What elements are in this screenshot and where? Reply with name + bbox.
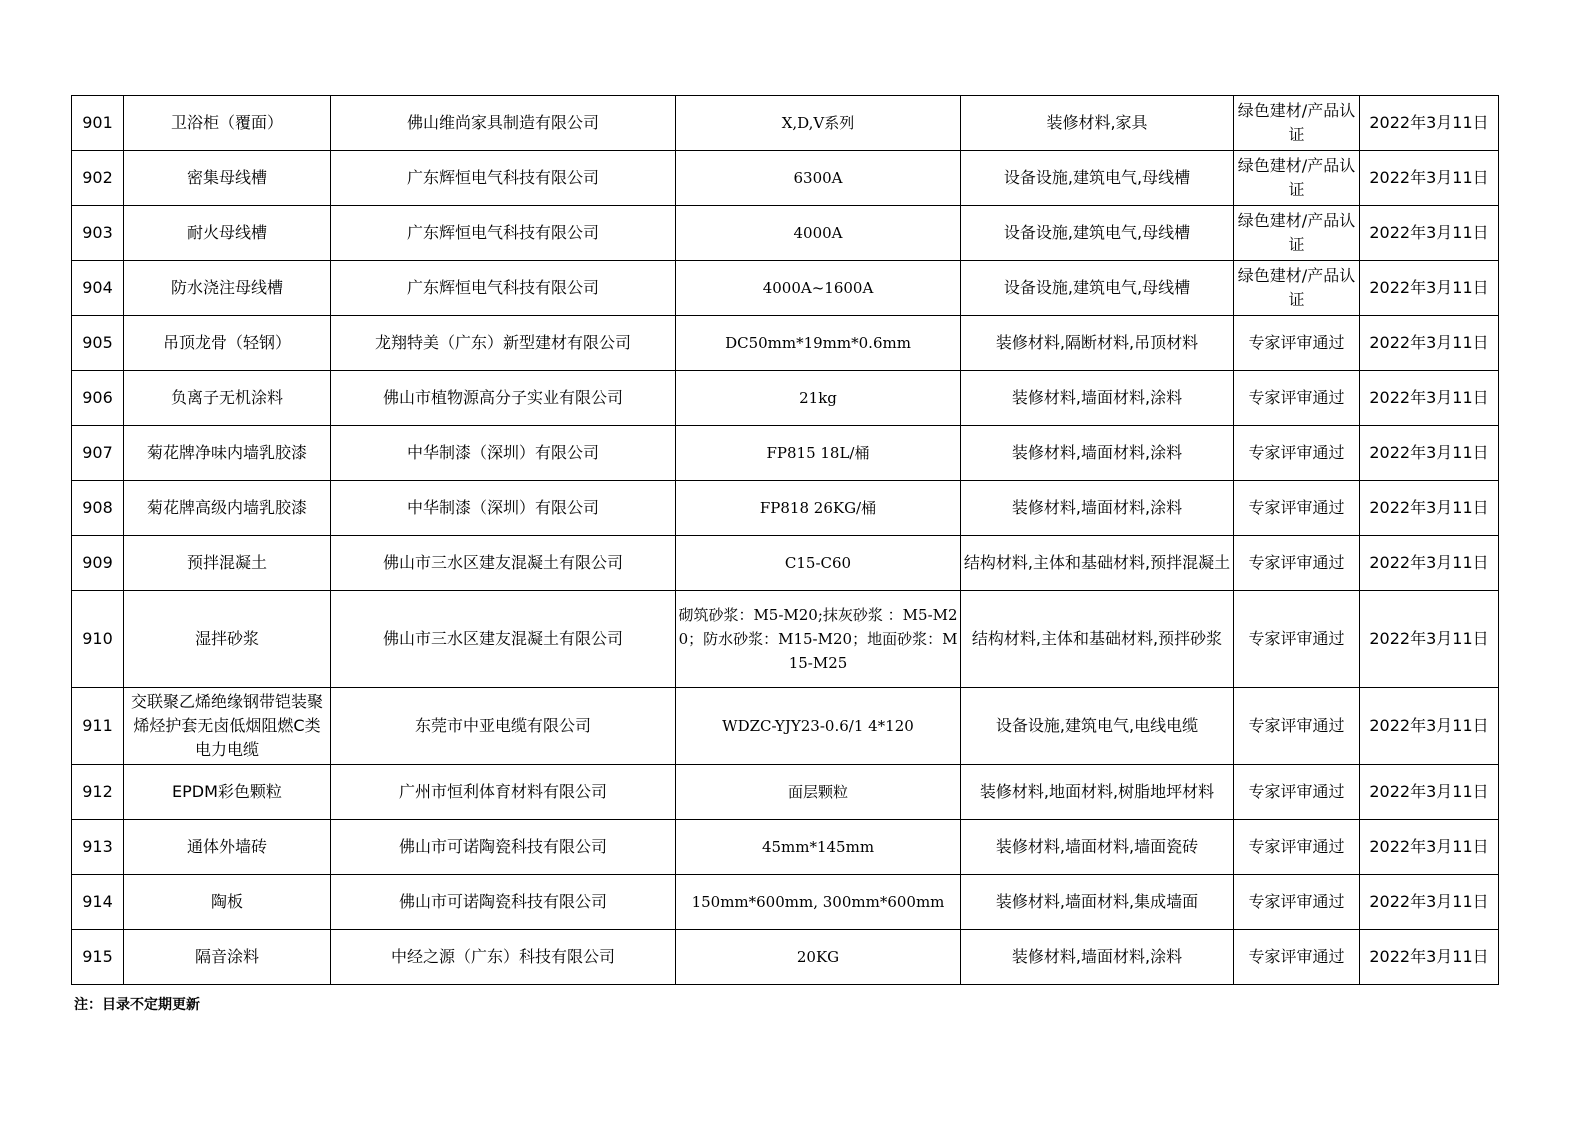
- product-name: EPDM彩色颗粒: [124, 765, 331, 820]
- date: 2022年3月11日: [1360, 96, 1499, 151]
- date: 2022年3月11日: [1360, 151, 1499, 206]
- row-number: 904: [72, 261, 124, 316]
- product-spec: FP815 18L/桶: [676, 426, 961, 481]
- product-category: 装修材料,墙面材料,涂料: [961, 930, 1234, 985]
- company-name: 东莞市中亚电缆有限公司: [331, 688, 676, 765]
- product-spec: FP818 26KG/桶: [676, 481, 961, 536]
- table-row: [72, 206, 1499, 261]
- certification: 专家评审通过: [1234, 875, 1360, 930]
- row-number: 909: [72, 536, 124, 591]
- catalog-table: [71, 95, 1499, 985]
- table-row: [72, 875, 1499, 930]
- date: 2022年3月11日: [1360, 930, 1499, 985]
- company-name: 中经之源（广东）科技有限公司: [331, 930, 676, 985]
- product-category: 装修材料,地面材料,树脂地坪材料: [961, 765, 1234, 820]
- product-name: 菊花牌净味内墙乳胶漆: [124, 426, 331, 481]
- product-spec: 4000A: [676, 206, 961, 261]
- date: 2022年3月11日: [1360, 261, 1499, 316]
- date: 2022年3月11日: [1360, 481, 1499, 536]
- company-name: 佛山市可诺陶瓷科技有限公司: [331, 875, 676, 930]
- certification: 专家评审通过: [1234, 316, 1360, 371]
- certification: 专家评审通过: [1234, 688, 1360, 765]
- date: 2022年3月11日: [1360, 426, 1499, 481]
- certification: 专家评审通过: [1234, 426, 1360, 481]
- table-row: [72, 930, 1499, 985]
- certification: 专家评审通过: [1234, 536, 1360, 591]
- table-row: [72, 316, 1499, 371]
- product-name: 负离子无机涂料: [124, 371, 331, 426]
- company-name: 佛山市可诺陶瓷科技有限公司: [331, 820, 676, 875]
- table-row: [72, 591, 1499, 688]
- date: 2022年3月11日: [1360, 765, 1499, 820]
- company-name: 广东辉恒电气科技有限公司: [331, 151, 676, 206]
- row-number: 902: [72, 151, 124, 206]
- product-name: 防水浇注母线槽: [124, 261, 331, 316]
- product-spec: WDZC-YJY23-0.6/1 4*120: [676, 688, 961, 765]
- certification: 专家评审通过: [1234, 820, 1360, 875]
- product-name: 隔音涂料: [124, 930, 331, 985]
- company-name: 佛山市植物源高分子实业有限公司: [331, 371, 676, 426]
- product-name: 预拌混凝土: [124, 536, 331, 591]
- product-category: 设备设施,建筑电气,母线槽: [961, 206, 1234, 261]
- row-number: 915: [72, 930, 124, 985]
- date: 2022年3月11日: [1360, 688, 1499, 765]
- product-name: 交联聚乙烯绝缘钢带铠装聚烯烃护套无卤低烟阻燃C类电力电缆: [124, 688, 331, 765]
- product-name: 通体外墙砖: [124, 820, 331, 875]
- product-name: 陶板: [124, 875, 331, 930]
- company-name: 广州市恒利体育材料有限公司: [331, 765, 676, 820]
- row-number: 903: [72, 206, 124, 261]
- product-spec: C15-C60: [676, 536, 961, 591]
- row-number: 911: [72, 688, 124, 765]
- product-spec: 6300A: [676, 151, 961, 206]
- certification: 绿色建材/产品认证: [1234, 261, 1360, 316]
- product-name: 密集母线槽: [124, 151, 331, 206]
- product-category: 装修材料,墙面材料,涂料: [961, 371, 1234, 426]
- row-number: 912: [72, 765, 124, 820]
- table-row: [72, 371, 1499, 426]
- product-spec: 砌筑砂浆：M5-M20;抹灰砂浆 ：M5-M20；防水砂浆：M15-M20；地面砂浆：M15-M25: [676, 591, 961, 688]
- table-row: [72, 261, 1499, 316]
- product-category: 设备设施,建筑电气,母线槽: [961, 261, 1234, 316]
- company-name: 广东辉恒电气科技有限公司: [331, 206, 676, 261]
- company-name: 龙翔特美（广东）新型建材有限公司: [331, 316, 676, 371]
- company-name: 佛山市三水区建友混凝土有限公司: [331, 536, 676, 591]
- product-category: 结构材料,主体和基础材料,预拌砂浆: [961, 591, 1234, 688]
- product-spec: 150mm*600mm, 300mm*600mm: [676, 875, 961, 930]
- table-row: [72, 536, 1499, 591]
- product-name: 菊花牌高级内墙乳胶漆: [124, 481, 331, 536]
- table-row: [72, 820, 1499, 875]
- product-category: 设备设施,建筑电气,母线槽: [961, 151, 1234, 206]
- table-row: [72, 96, 1499, 151]
- product-spec: 面层颗粒: [676, 765, 961, 820]
- date: 2022年3月11日: [1360, 206, 1499, 261]
- product-category: 装修材料,隔断材料,吊顶材料: [961, 316, 1234, 371]
- row-number: 901: [72, 96, 124, 151]
- product-category: 设备设施,建筑电气,电线电缆: [961, 688, 1234, 765]
- table-row: [72, 151, 1499, 206]
- product-category: 装修材料,墙面材料,墙面瓷砖: [961, 820, 1234, 875]
- product-spec: 45mm*145mm: [676, 820, 961, 875]
- product-name: 耐火母线槽: [124, 206, 331, 261]
- row-number: 907: [72, 426, 124, 481]
- product-category: 装修材料,家具: [961, 96, 1234, 151]
- company-name: 中华制漆（深圳）有限公司: [331, 426, 676, 481]
- date: 2022年3月11日: [1360, 536, 1499, 591]
- certification: 绿色建材/产品认证: [1234, 206, 1360, 261]
- product-name: 湿拌砂浆: [124, 591, 331, 688]
- date: 2022年3月11日: [1360, 371, 1499, 426]
- company-name: 中华制漆（深圳）有限公司: [331, 481, 676, 536]
- certification: 专家评审通过: [1234, 930, 1360, 985]
- row-number: 905: [72, 316, 124, 371]
- company-name: 佛山市三水区建友混凝土有限公司: [331, 591, 676, 688]
- certification: 绿色建材/产品认证: [1234, 151, 1360, 206]
- certification: 专家评审通过: [1234, 765, 1360, 820]
- certification: 专家评审通过: [1234, 591, 1360, 688]
- product-name: 卫浴柜（覆面）: [124, 96, 331, 151]
- certification: 绿色建材/产品认证: [1234, 96, 1360, 151]
- date: 2022年3月11日: [1360, 591, 1499, 688]
- row-number: 910: [72, 591, 124, 688]
- row-number: 914: [72, 875, 124, 930]
- footnote: 注：目录不定期更新: [74, 997, 200, 1013]
- row-number: 913: [72, 820, 124, 875]
- date: 2022年3月11日: [1360, 316, 1499, 371]
- product-spec: 4000A~1600A: [676, 261, 961, 316]
- certification: 专家评审通过: [1234, 481, 1360, 536]
- product-name: 吊顶龙骨（轻钢）: [124, 316, 331, 371]
- product-category: 装修材料,墙面材料,集成墙面: [961, 875, 1234, 930]
- product-spec: 20KG: [676, 930, 961, 985]
- product-category: 装修材料,墙面材料,涂料: [961, 426, 1234, 481]
- company-name: 佛山维尚家具制造有限公司: [331, 96, 676, 151]
- row-number: 906: [72, 371, 124, 426]
- row-number: 908: [72, 481, 124, 536]
- product-category: 装修材料,墙面材料,涂料: [961, 481, 1234, 536]
- product-spec: X,D,V系列: [676, 96, 961, 151]
- product-spec: 21kg: [676, 371, 961, 426]
- table-row: [72, 426, 1499, 481]
- table-row: [72, 481, 1499, 536]
- company-name: 广东辉恒电气科技有限公司: [331, 261, 676, 316]
- product-spec: DC50mm*19mm*0.6mm: [676, 316, 961, 371]
- date: 2022年3月11日: [1360, 820, 1499, 875]
- table-row: [72, 688, 1499, 765]
- product-category: 结构材料,主体和基础材料,预拌混凝土: [961, 536, 1234, 591]
- certification: 专家评审通过: [1234, 371, 1360, 426]
- date: 2022年3月11日: [1360, 875, 1499, 930]
- table-row: [72, 765, 1499, 820]
